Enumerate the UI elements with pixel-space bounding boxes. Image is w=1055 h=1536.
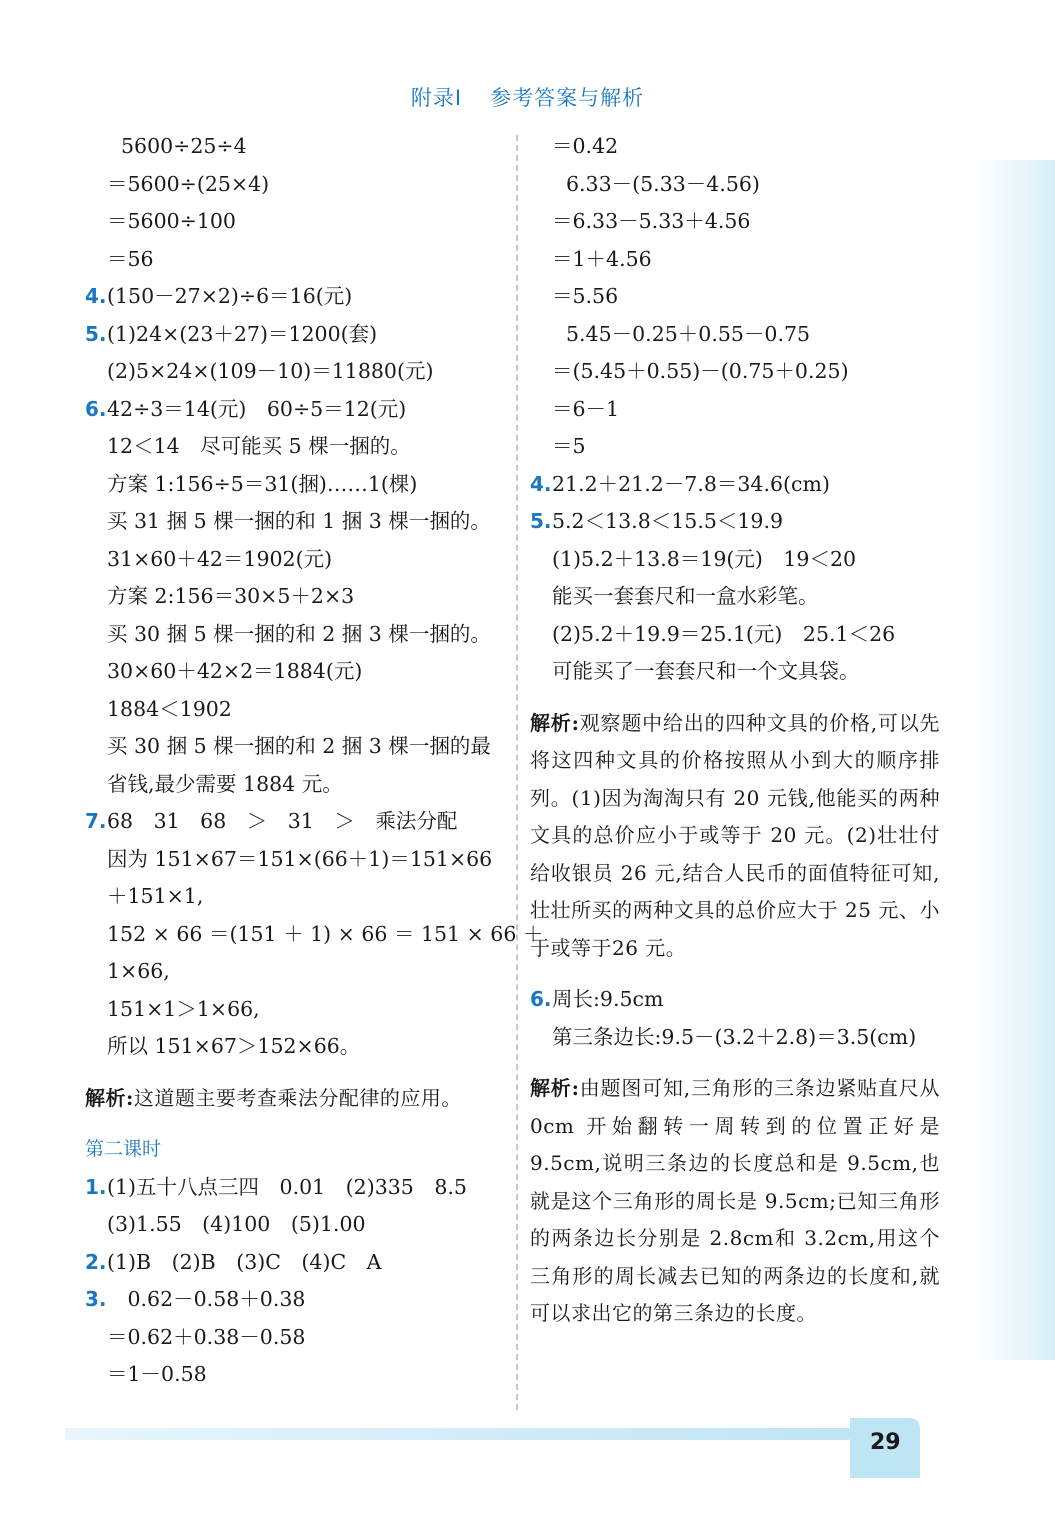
question-number: 2.: [85, 1249, 107, 1274]
answer-text: (3)1.55 (4)100 (5)1.00: [107, 1212, 366, 1236]
question-number: 6.: [85, 396, 107, 421]
header-title: 参考答案与解析: [490, 86, 645, 110]
answer-text: ＝6－1: [552, 396, 620, 421]
answer-line: [85, 953, 503, 991]
answer-line: [85, 616, 503, 654]
question-number: 4.: [530, 471, 552, 496]
answer-line: [530, 316, 940, 354]
answer-line: [85, 728, 503, 766]
answer-text: ＝6.33－5.33＋4.56: [552, 209, 751, 233]
answer-text: 可能买了一套套尺和一个文具袋。: [552, 659, 860, 683]
right-column: [530, 128, 940, 1333]
question-number: 3.: [85, 1287, 107, 1311]
question-number: 1.: [85, 1174, 107, 1199]
answer-text: (2)5.2＋19.9＝25.1(元) 25.1＜26: [552, 621, 896, 646]
analysis-tag: 解析:: [530, 710, 580, 735]
answer-line: [85, 578, 503, 616]
answer-line: [530, 466, 940, 504]
answer-line: [85, 1244, 503, 1282]
analysis-text: 由题图可知,三角形的三条边紧贴直尺从 0cm 开始翻转一周转到的位置正好是 9.5cm,说明三条边的长度总和是 9.5cm,也就是这个三角形的周长是 9.5cm;已知三角形的两条边长分别是 2.8cm和 3.2cm,用这个三角形的周长减去已知的两条边的长度和,就可以求出它的第三条边的长度。: [530, 1076, 941, 1325]
answer-line: [85, 503, 503, 541]
answer-line: [85, 916, 544, 954]
answer-text: ＝5.56: [552, 284, 619, 308]
answer-text: 30×60＋42×2＝1884(元): [107, 659, 363, 683]
answer-line: [85, 541, 503, 579]
answer-line: [85, 278, 503, 316]
answer-text: (2)5×24×(109－10)＝11880(元): [107, 359, 434, 383]
answer-line: [85, 166, 503, 204]
answer-line: [85, 241, 503, 279]
answer-line: [530, 428, 940, 466]
answer-text: 买 30 捆 5 棵一捆的和 2 捆 3 棵一捆的最: [107, 734, 491, 758]
answer-line: [530, 981, 940, 1019]
answer-text: 42÷3＝14(元) 60÷5＝12(元): [107, 396, 407, 421]
answer-line: [530, 166, 940, 204]
answer-text: 31×60＋42＝1902(元): [107, 546, 333, 571]
answer-line: [85, 1028, 503, 1066]
answer-line: [530, 203, 940, 241]
answer-line: [530, 1019, 940, 1057]
page-number: 29: [870, 1430, 901, 1455]
answer-line: [85, 803, 503, 841]
answer-text: 能买一套套尺和一盒水彩笔。: [552, 584, 819, 608]
analysis-block: [530, 705, 940, 968]
answer-text: ＝0.62＋0.38－0.58: [107, 1324, 306, 1349]
analysis-block: [85, 1080, 503, 1118]
question-number: 5.: [530, 509, 552, 533]
answer-text: 买 31 捆 5 棵一捆的和 1 捆 3 棵一捆的。: [107, 509, 491, 533]
answer-line: [530, 241, 940, 279]
answer-text: ＝0.42: [552, 134, 619, 158]
answer-line: [85, 128, 503, 166]
answer-line: [85, 428, 503, 466]
answer-text: 5.2＜13.8＜15.5＜19.9: [552, 509, 784, 533]
answer-text: ＝1－0.58: [107, 1362, 207, 1386]
answer-line: [85, 991, 503, 1029]
answer-line: [85, 203, 503, 241]
answer-line: [85, 353, 503, 391]
answer-text: ＝5: [552, 434, 586, 458]
answer-line: [530, 503, 940, 541]
question-number: 7.: [85, 809, 107, 833]
answer-text: ＝(5.45＋0.55)－(0.75＋0.25): [552, 359, 849, 383]
answer-line: [85, 1319, 503, 1357]
answer-text: 152 × 66 ＝(151 ＋ 1) × 66 ＝ 151 × 66 ＋: [107, 921, 544, 946]
answer-text: 0.62－0.58＋0.38: [107, 1287, 306, 1311]
answer-text: 方案 1:156÷5＝31(捆)……1(棵): [107, 471, 418, 496]
answer-line: [85, 1281, 503, 1319]
answer-line: [85, 316, 503, 354]
answer-text: 因为 151×67＝151×(66＋1)＝151×66: [107, 846, 493, 871]
left-column: [85, 128, 544, 1394]
answer-line: [530, 653, 940, 691]
analysis-text: 这道题主要考查乘法分配律的应用。: [133, 1085, 462, 1110]
answer-text: (1)B (2)B (3)C (4)C A: [107, 1249, 382, 1274]
answer-line: [85, 653, 503, 691]
answer-text: 买 30 捆 5 棵一捆的和 2 捆 3 棵一捆的。: [107, 621, 491, 646]
analysis-tag: 解析:: [85, 1085, 134, 1110]
answer-line: [530, 541, 940, 579]
section-title: 第二课时: [85, 1138, 162, 1160]
answer-text: ＝5600÷(25×4): [107, 171, 270, 196]
answer-line: [85, 1169, 503, 1207]
column-divider: [516, 135, 518, 1410]
appendix-label: 附录Ⅰ: [410, 86, 463, 110]
question-number: 6.: [530, 987, 552, 1011]
answer-text: 12＜14 尽可能买 5 棵一捆的。: [107, 434, 411, 458]
answer-line: [85, 466, 503, 504]
answer-line: [85, 1206, 503, 1244]
answer-text: (1)24×(23＋27)＝1200(套): [107, 321, 378, 346]
answer-text: 1×66,: [107, 959, 170, 983]
answer-line: [530, 391, 940, 429]
answer-text: 方案 2:156＝30×5＋2×3: [107, 584, 355, 608]
answer-text: 5.45－0.25＋0.55－0.75: [566, 321, 811, 346]
question-number: 4.: [85, 284, 107, 308]
answer-text: 省钱,最少需要 1884 元。: [107, 771, 343, 796]
answer-text: ＝5600÷100: [107, 209, 236, 233]
answer-text: ＝56: [107, 246, 154, 271]
analysis-block: [530, 1070, 940, 1333]
answer-text: 21.2＋21.2－7.8＝34.6(cm): [552, 471, 830, 496]
answer-text: 68 31 68 ＞ 31 ＞ 乘法分配: [107, 809, 458, 833]
answer-text: (1)五十八点三四 0.01 (2)335 8.5: [107, 1174, 467, 1199]
answer-text: 第三条边长:9.5－(3.2＋2.8)＝3.5(cm): [552, 1024, 917, 1049]
answer-line: [530, 616, 940, 654]
answer-text: (1)5.2＋13.8＝19(元) 19＜20: [552, 546, 857, 571]
answer-text: 5600÷25÷4: [121, 134, 247, 158]
footer-band: [65, 1428, 850, 1440]
answer-line: [85, 691, 503, 729]
answer-text: (150－27×2)÷6＝16(元): [107, 284, 353, 308]
answer-text: ＝1＋4.56: [552, 246, 652, 271]
answer-line: [85, 391, 503, 429]
side-decoration-band: [975, 160, 1055, 1360]
answer-line: [85, 878, 503, 916]
page-header: [0, 82, 1055, 112]
answer-text: 1884＜1902: [107, 696, 232, 721]
answer-line: [85, 841, 503, 879]
answer-line: [530, 278, 940, 316]
answer-line: [530, 578, 940, 616]
answer-text: 151×1＞1×66,: [107, 996, 260, 1021]
answer-line: [85, 766, 503, 804]
answer-text: 6.33－(5.33－4.56): [566, 171, 760, 196]
analysis-tag: 解析:: [530, 1076, 580, 1100]
question-number: 5.: [85, 321, 107, 346]
answer-text: 所以 151×67＞152×66。: [107, 1034, 361, 1058]
answer-text: 周长:9.5cm: [552, 987, 664, 1011]
answer-line: [530, 353, 940, 391]
analysis-text: 观察题中给出的四种文具的价格,可以先将这四种文具的价格按照从小到大的顺序排列。(1)因为淘淘只有 20 元钱,他能买的两种文具的总价应小于或等于 20 元。(2)壮壮付给收银员 26 元,结合人民币的面值特征可知,壮壮所买的两种文具的总价应大于 25 元、小于或等于26 元。: [530, 710, 941, 960]
answer-line: [530, 128, 940, 166]
answer-text: ＋151×1,: [107, 884, 204, 908]
answer-line: [85, 1356, 503, 1394]
